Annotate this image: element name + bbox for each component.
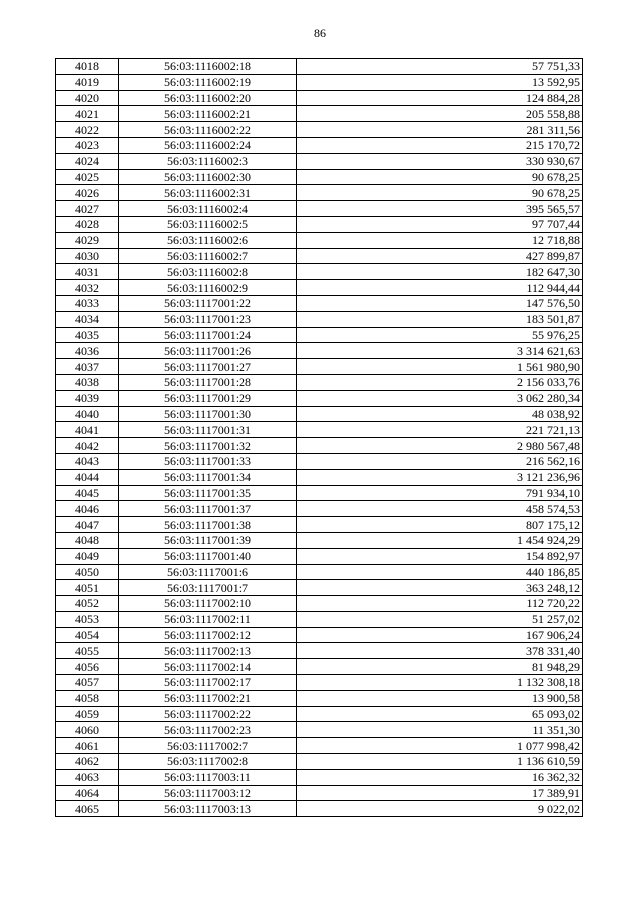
cadastral-number-cell: 56:03:1116002:21 [119, 106, 297, 122]
cadastral-value-cell: 183 501,87 [297, 311, 583, 327]
cadastral-number-cell: 56:03:1117001:32 [119, 438, 297, 454]
cadastral-value-cell: 147 576,50 [297, 295, 583, 311]
cadastral-number-cell: 56:03:1117002:14 [119, 659, 297, 675]
cadastral-value-cell: 1 132 308,18 [297, 675, 583, 691]
cadastral-number-cell: 56:03:1117001:34 [119, 469, 297, 485]
row-number-cell: 4048 [56, 532, 119, 548]
table-row [56, 185, 583, 201]
table-row [56, 406, 583, 422]
row-number-cell: 4034 [56, 311, 119, 327]
cadastral-value-cell: 330 930,67 [297, 153, 583, 169]
cadastral-value-cell: 458 574,53 [297, 501, 583, 517]
cadastral-number-cell: 56:03:1117002:23 [119, 722, 297, 738]
cadastral-number-cell: 56:03:1116002:31 [119, 185, 297, 201]
cadastral-value-cell: 205 558,88 [297, 106, 583, 122]
cadastral-value-cell: 97 707,44 [297, 216, 583, 232]
cadastral-value-cell: 124 884,28 [297, 90, 583, 106]
cadastral-value-cell: 9 022,02 [297, 801, 583, 817]
table-row [56, 675, 583, 691]
row-number-cell: 4043 [56, 453, 119, 469]
cadastral-number-cell: 56:03:1116002:5 [119, 216, 297, 232]
cadastral-number-cell: 56:03:1117003:12 [119, 785, 297, 801]
row-number-cell: 4022 [56, 122, 119, 138]
cadastral-number-cell: 56:03:1117003:13 [119, 801, 297, 817]
cadastral-value-cell: 112 720,22 [297, 596, 583, 612]
row-number-cell: 4047 [56, 517, 119, 533]
cadastral-number-cell: 56:03:1116002:6 [119, 232, 297, 248]
row-number-cell: 4050 [56, 564, 119, 580]
cadastral-value-cell: 1 561 980,90 [297, 359, 583, 375]
row-number-cell: 4041 [56, 422, 119, 438]
cadastral-value-cell: 90 678,25 [297, 169, 583, 185]
table-row [56, 74, 583, 90]
row-number-cell: 4030 [56, 248, 119, 264]
row-number-cell: 4061 [56, 738, 119, 754]
cadastral-value-cell: 1 136 610,59 [297, 754, 583, 770]
cadastral-value-cell: 3 121 236,96 [297, 469, 583, 485]
cadastral-value-cell: 13 592,95 [297, 74, 583, 90]
row-number-cell: 4060 [56, 722, 119, 738]
table-row [56, 469, 583, 485]
cadastral-number-cell: 56:03:1116002:8 [119, 264, 297, 280]
table-row [56, 485, 583, 501]
table-row [56, 769, 583, 785]
cadastral-value-cell: 154 892,97 [297, 548, 583, 564]
table-row [56, 90, 583, 106]
table-row [56, 580, 583, 596]
cadastral-number-cell: 56:03:1117001:37 [119, 501, 297, 517]
row-number-cell: 4023 [56, 137, 119, 153]
cadastral-value-cell: 182 647,30 [297, 264, 583, 280]
row-number-cell: 4064 [56, 785, 119, 801]
table-row [56, 722, 583, 738]
table-row [56, 153, 583, 169]
row-number-cell: 4020 [56, 90, 119, 106]
cadastral-value-cell: 81 948,29 [297, 659, 583, 675]
cadastral-number-cell: 56:03:1117001:26 [119, 343, 297, 359]
row-number-cell: 4049 [56, 548, 119, 564]
cadastral-number-cell: 56:03:1117002:7 [119, 738, 297, 754]
table-row [56, 690, 583, 706]
cadastral-value-cell: 55 976,25 [297, 327, 583, 343]
cadastral-value-cell: 12 718,88 [297, 232, 583, 248]
row-number-cell: 4040 [56, 406, 119, 422]
cadastral-value-cell: 378 331,40 [297, 643, 583, 659]
row-number-cell: 4055 [56, 643, 119, 659]
row-number-cell: 4027 [56, 201, 119, 217]
cadastral-number-cell: 56:03:1117001:39 [119, 532, 297, 548]
row-number-cell: 4052 [56, 596, 119, 612]
cadastral-value-cell: 65 093,02 [297, 706, 583, 722]
cadastral-number-cell: 56:03:1116002:3 [119, 153, 297, 169]
table-row [56, 295, 583, 311]
row-number-cell: 4018 [56, 59, 119, 75]
cadastral-number-cell: 56:03:1116002:22 [119, 122, 297, 138]
row-number-cell: 4045 [56, 485, 119, 501]
table-row [56, 453, 583, 469]
table-row [56, 327, 583, 343]
cadastral-value-cell: 3 062 280,34 [297, 390, 583, 406]
row-number-cell: 4031 [56, 264, 119, 280]
table-row [56, 438, 583, 454]
row-number-cell: 4046 [56, 501, 119, 517]
row-number-cell: 4037 [56, 359, 119, 375]
cadastral-number-cell: 56:03:1117001:31 [119, 422, 297, 438]
cadastral-value-cell: 215 170,72 [297, 137, 583, 153]
table-row [56, 232, 583, 248]
cadastral-number-cell: 56:03:1117001:7 [119, 580, 297, 596]
cadastral-number-cell: 56:03:1117003:11 [119, 769, 297, 785]
cadastral-number-cell: 56:03:1116002:20 [119, 90, 297, 106]
cadastral-number-cell: 56:03:1117002:21 [119, 690, 297, 706]
cadastral-number-cell: 56:03:1117001:38 [119, 517, 297, 533]
cadastral-number-cell: 56:03:1117001:33 [119, 453, 297, 469]
cadastral-value-cell: 427 899,87 [297, 248, 583, 264]
cadastral-value-cell: 3 314 621,63 [297, 343, 583, 359]
cadastral-value-cell: 51 257,02 [297, 611, 583, 627]
table-row [56, 280, 583, 296]
row-number-cell: 4059 [56, 706, 119, 722]
cadastral-number-cell: 56:03:1117001:35 [119, 485, 297, 501]
cadastral-number-cell: 56:03:1117001:23 [119, 311, 297, 327]
cadastral-number-cell: 56:03:1116002:30 [119, 169, 297, 185]
cadastral-value-cell: 807 175,12 [297, 517, 583, 533]
table-row [56, 738, 583, 754]
cadastral-value-cell: 1 454 924,29 [297, 532, 583, 548]
row-number-cell: 4026 [56, 185, 119, 201]
table-row [56, 359, 583, 375]
cadastral-value-cell: 17 389,91 [297, 785, 583, 801]
cadastral-number-cell: 56:03:1116002:4 [119, 201, 297, 217]
table-row [56, 754, 583, 770]
table-row [56, 801, 583, 817]
cadastral-value-cell: 90 678,25 [297, 185, 583, 201]
table-row [56, 169, 583, 185]
row-number-cell: 4057 [56, 675, 119, 691]
cadastral-value-cell: 48 038,92 [297, 406, 583, 422]
cadastral-number-cell: 56:03:1117001:27 [119, 359, 297, 375]
row-number-cell: 4021 [56, 106, 119, 122]
cadastral-value-cell: 791 934,10 [297, 485, 583, 501]
cadastral-number-cell: 56:03:1117002:12 [119, 627, 297, 643]
table-row [56, 216, 583, 232]
cadastral-number-cell: 56:03:1117002:10 [119, 596, 297, 612]
cadastral-value-cell: 57 751,33 [297, 59, 583, 75]
row-number-cell: 4063 [56, 769, 119, 785]
row-number-cell: 4039 [56, 390, 119, 406]
table-row [56, 343, 583, 359]
cadastral-number-cell: 56:03:1117002:17 [119, 675, 297, 691]
row-number-cell: 4056 [56, 659, 119, 675]
row-number-cell: 4065 [56, 801, 119, 817]
row-number-cell: 4053 [56, 611, 119, 627]
row-number-cell: 4054 [56, 627, 119, 643]
cadastral-value-cell: 13 900,58 [297, 690, 583, 706]
row-number-cell: 4019 [56, 74, 119, 90]
table-row [56, 374, 583, 390]
cadastral-number-cell: 56:03:1116002:24 [119, 137, 297, 153]
row-number-cell: 4062 [56, 754, 119, 770]
row-number-cell: 4029 [56, 232, 119, 248]
table-row [56, 611, 583, 627]
table-row [56, 390, 583, 406]
cadastral-number-cell: 56:03:1117002:8 [119, 754, 297, 770]
row-number-cell: 4051 [56, 580, 119, 596]
cadastral-value-cell: 2 980 567,48 [297, 438, 583, 454]
table-row [56, 596, 583, 612]
table-row [56, 532, 583, 548]
cadastral-number-cell: 56:03:1117001:22 [119, 295, 297, 311]
row-number-cell: 4042 [56, 438, 119, 454]
table-row [56, 627, 583, 643]
row-number-cell: 4036 [56, 343, 119, 359]
row-number-cell: 4032 [56, 280, 119, 296]
table-row [56, 137, 583, 153]
cadastral-number-cell: 56:03:1117002:22 [119, 706, 297, 722]
cadastral-value-cell: 221 721,13 [297, 422, 583, 438]
table-row [56, 248, 583, 264]
cadastral-number-cell: 56:03:1116002:9 [119, 280, 297, 296]
table-row [56, 422, 583, 438]
row-number-cell: 4025 [56, 169, 119, 185]
table-row [56, 501, 583, 517]
cadastral-number-cell: 56:03:1117001:24 [119, 327, 297, 343]
table-row [56, 659, 583, 675]
page-number: 86 [314, 26, 326, 40]
cadastral-number-cell: 56:03:1117001:30 [119, 406, 297, 422]
row-number-cell: 4028 [56, 216, 119, 232]
cadastral-value-cell: 363 248,12 [297, 580, 583, 596]
cadastral-value-cell: 1 077 998,42 [297, 738, 583, 754]
row-number-cell: 4033 [56, 295, 119, 311]
table-row [56, 59, 583, 75]
cadastral-number-cell: 56:03:1117002:13 [119, 643, 297, 659]
row-number-cell: 4058 [56, 690, 119, 706]
row-number-cell: 4044 [56, 469, 119, 485]
table-row [56, 643, 583, 659]
cadastral-value-cell: 112 944,44 [297, 280, 583, 296]
table-row [56, 706, 583, 722]
table-row [56, 311, 583, 327]
table-row [56, 785, 583, 801]
row-number-cell: 4035 [56, 327, 119, 343]
cadastral-number-cell: 56:03:1117001:40 [119, 548, 297, 564]
table-row [56, 264, 583, 280]
cadastral-value-table [55, 58, 583, 817]
cadastral-value-cell: 440 186,85 [297, 564, 583, 580]
table-row [56, 548, 583, 564]
cadastral-value-cell: 2 156 033,76 [297, 374, 583, 390]
cadastral-number-cell: 56:03:1117001:6 [119, 564, 297, 580]
cadastral-value-cell: 216 562,16 [297, 453, 583, 469]
table-row [56, 517, 583, 533]
cadastral-number-cell: 56:03:1117002:11 [119, 611, 297, 627]
cadastral-value-cell: 16 362,32 [297, 769, 583, 785]
cadastral-value-cell: 11 351,30 [297, 722, 583, 738]
cadastral-number-cell: 56:03:1116002:7 [119, 248, 297, 264]
cadastral-value-cell: 281 311,56 [297, 122, 583, 138]
table-row [56, 106, 583, 122]
table-row [56, 201, 583, 217]
table-row [56, 564, 583, 580]
cadastral-number-cell: 56:03:1117001:29 [119, 390, 297, 406]
table-body [56, 59, 583, 817]
cadastral-number-cell: 56:03:1116002:19 [119, 74, 297, 90]
table-row [56, 122, 583, 138]
row-number-cell: 4024 [56, 153, 119, 169]
cadastral-number-cell: 56:03:1116002:18 [119, 59, 297, 75]
cadastral-value-cell: 395 565,57 [297, 201, 583, 217]
cadastral-number-cell: 56:03:1117001:28 [119, 374, 297, 390]
cadastral-value-cell: 167 906,24 [297, 627, 583, 643]
row-number-cell: 4038 [56, 374, 119, 390]
